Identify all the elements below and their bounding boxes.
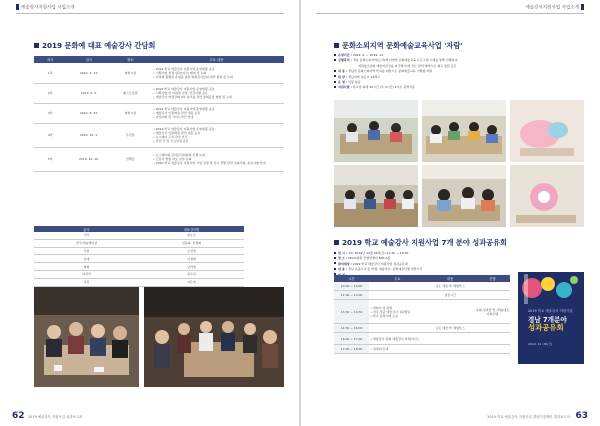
meeting-content-item: • 2019 학교 예술강사 지원사업 운영현황 공유	[153, 67, 283, 71]
square-bullet-icon	[334, 43, 339, 48]
meeting-row	[34, 103, 284, 123]
info-label: 내 용 :	[338, 267, 348, 272]
schedule-row	[334, 282, 510, 291]
schedule-row	[334, 291, 510, 300]
staff-row	[34, 247, 244, 255]
schedule-content	[426, 345, 475, 354]
staff-header-cell: 대표강사명	[139, 226, 244, 232]
schedule-main: • 개회사 및 환영 • 전국·경남 예술강사 성과발표 • 학교 운영사례 공유	[369, 300, 425, 324]
meeting-place: 회의시설	[112, 103, 150, 123]
class-photo-2	[422, 100, 506, 162]
meeting-content	[149, 63, 284, 83]
class-photo-6	[510, 165, 584, 227]
meeting-content	[149, 147, 284, 171]
info-label: 장 소 :	[338, 256, 348, 261]
info-value: 지원 없음	[348, 80, 361, 85]
right-section2-title	[334, 238, 507, 247]
meetings-header-cell: 차시	[34, 56, 67, 63]
left-section-title-text: 2019 문화예 대표 예술강사 간담회	[42, 41, 156, 50]
staff-field: 공예	[34, 255, 139, 263]
meeting-row	[34, 123, 284, 147]
meetings-table-header	[34, 56, 284, 63]
meeting-content-item: • 안전 건 및 주요일정 공유	[153, 139, 283, 143]
info-label: 진행목적 :	[338, 58, 352, 63]
square-bullet-icon	[334, 54, 336, 56]
schedule-row	[334, 333, 510, 345]
staff-name: 오선정	[139, 247, 244, 255]
right-running-head-text: 예술강사지원사업 사업소개	[525, 5, 579, 11]
schedule-content: 나도 예술가! 체험부스	[426, 324, 475, 333]
staff-field: 영화	[34, 263, 139, 271]
info-value: 2019. 5. ~ 2019. 12.	[352, 53, 384, 57]
schedule-content: 나도 예술가! 체험부스	[426, 282, 475, 291]
schedule-main: • 예술강사 특화 예술강사 자체(야간)	[369, 333, 425, 345]
schedule-main	[369, 282, 425, 291]
right-page	[300, 0, 600, 426]
square-bullet-icon	[34, 43, 39, 48]
meeting-session: 5차	[34, 147, 67, 171]
meeting-date: 2019. 6. 3.	[67, 83, 112, 103]
meetings-header-cell: 일시	[67, 56, 112, 63]
info-label: 일 시 :	[338, 251, 348, 255]
meeting-content-item: • 2019 학교 예술강사 지원사업 운영현황 공유	[153, 127, 283, 131]
meeting-content-list	[150, 153, 283, 165]
meeting-session: 4차	[34, 123, 67, 147]
staff-row	[34, 263, 244, 271]
left-footer-text: 2019 예술강사 지원사업 성과보고서	[28, 415, 83, 419]
meetings-header-cell: 주요 내용	[149, 56, 284, 63]
event-poster	[518, 272, 584, 364]
square-bullet-icon	[334, 59, 336, 61]
schedule-header-cell: 내용	[426, 275, 475, 282]
schedule-content: 점심시간	[426, 291, 475, 300]
meeting-place: 우전점	[112, 123, 150, 147]
staff-name: 이정혜	[139, 255, 244, 263]
running-head-marker	[16, 4, 19, 10]
schedule-main	[369, 291, 425, 300]
poster-title-line1: 경남 7개분야	[528, 316, 567, 324]
meeting-place: 회의시설	[112, 63, 150, 83]
info-label: 참석대상 :	[338, 261, 352, 266]
meeting-row	[34, 83, 284, 103]
poster-small-text: 2019 학교 예술강사 지원사업	[528, 309, 573, 313]
right-header-rule	[316, 13, 584, 14]
poster-date: 2019. 12. 26(금)	[528, 342, 553, 346]
meeting-date: 2019. 8. 22.	[67, 103, 112, 123]
info-label: 운영기간 :	[338, 53, 352, 57]
staff-name: 임수진	[139, 270, 244, 278]
info-label: 운 영 :	[338, 80, 348, 85]
left-header-rule	[16, 13, 284, 14]
class-photo-3	[510, 100, 584, 162]
staff-table	[34, 226, 244, 287]
schedule-header-cell: 주요	[369, 275, 425, 282]
left-section-title	[34, 41, 155, 50]
schedule-time: 12:00 ~ 13:00	[334, 291, 369, 300]
info-value: 2019 학교 예술강사 지원사업 성과공유회	[352, 261, 408, 266]
info-label: 대 상 :	[338, 74, 348, 79]
info-value: 경남 문화소외지역(도서)에 다양한 문화예술교육 프로그램 수혜를 통해 진행하여	[352, 58, 458, 63]
meeting-content-list	[150, 67, 283, 79]
schedule-time: 10:00 ~ 12:00	[334, 282, 369, 291]
meeting-content	[149, 103, 284, 123]
info-value: 지원청소년의 예술적감성을 자극해 미래 진로 탐색 영역으로 제고 정립 공간	[358, 63, 457, 68]
meeting-content-item: • 2019 학교 예술강사 지원사업 운영현황 공유	[153, 87, 283, 91]
schedule-main	[369, 324, 425, 333]
poster-title-line2: 성과공유회	[528, 323, 564, 332]
meeting-content	[149, 123, 284, 147]
staff-field: 무용	[34, 247, 139, 255]
staff-row	[34, 239, 244, 247]
info-label: 지원사항 :	[338, 85, 352, 90]
meetings-header-cell: 장소	[112, 56, 150, 63]
meeting-content-item: • 예술강사 인원배정 관련 내용 공유	[153, 111, 283, 115]
schedule-content	[426, 300, 475, 324]
staff-field: 사진	[34, 278, 139, 286]
meeting-content-list	[150, 127, 283, 143]
meeting-content	[149, 83, 284, 103]
right-page-number: 63	[575, 411, 588, 421]
info-value: 경남 초중고교 및 학생, 예술강사, 문화예술단체 일반시민	[348, 267, 423, 272]
right-running-head	[525, 4, 584, 12]
info-value: 경남지역 초등교 14개교	[348, 74, 380, 79]
square-bullet-icon	[334, 86, 336, 88]
staff-row	[34, 255, 244, 263]
schedule-content	[426, 333, 475, 345]
info-label: 내 용 :	[338, 69, 348, 74]
schedule-host	[475, 324, 510, 333]
square-bullet-icon	[334, 75, 336, 77]
left-page-number: 62	[12, 411, 25, 421]
info-item	[334, 85, 584, 90]
staff-field: 국악	[34, 232, 139, 239]
meeting-content-list	[150, 87, 283, 99]
meeting-content-item: • 근로자 현황 자료 사업 논의	[153, 157, 283, 161]
schedule-row	[334, 324, 510, 333]
schedule-header-cell: 진행	[475, 275, 510, 282]
square-bullet-icon	[334, 257, 336, 259]
staff-name: 한요국	[139, 232, 244, 239]
meeting-content-list	[150, 107, 283, 119]
meeting-content-item: • 예술강사 역량강화 2차 워크숍 관련 질의응답 협의 및 논의	[153, 95, 283, 99]
meeting-date: 2019. 10. 1.	[67, 123, 112, 147]
staff-row	[34, 270, 244, 278]
schedule-header-cell: 시간	[334, 275, 369, 282]
meeting-session: 3차	[34, 103, 67, 123]
info-value: 학교당 최대 30시간 (주 3시간) 2시수 운영기준	[352, 85, 415, 90]
meeting-content-item: • 기획사업 및 비대면 수업, 안전사항 공유	[153, 91, 283, 95]
schedule-time: 14:30 ~ 16:00	[334, 324, 369, 333]
meeting-content-item: • 안전사항 및 가이드라인 안내	[153, 115, 283, 119]
square-bullet-icon	[334, 70, 336, 72]
staff-name: 이은영	[139, 278, 244, 286]
class-photo-4	[334, 165, 418, 227]
meeting-content-item: • 기획사업 선정 결과(여건) 협의 및 논의	[153, 71, 283, 75]
meeting-content-item: • 뉴스레터 구성 관련 안건	[153, 135, 283, 139]
right-footer-text: 2019 학교 예술강사 지원사업 경남거점센터 결과보고서	[487, 415, 570, 419]
class-photo-5	[422, 165, 506, 227]
left-running-head	[16, 4, 75, 12]
square-bullet-icon	[334, 252, 336, 254]
meeting-content-item: • 2019 학교 예술강사 지원사업 운영현황 공유	[153, 107, 283, 111]
meeting-content-item: • 사업의 원활한 운영을 위한 의회강사들의 의견 청취 및 논의	[153, 75, 283, 79]
schedule-host	[475, 282, 510, 291]
meeting-row	[34, 147, 284, 171]
info-value: 경남권 문화소외지역 학교를 대상으로 문화예술교육 기획형 지원	[348, 69, 433, 74]
schedule-host	[475, 345, 510, 354]
staff-name: 김동희, 조경희	[139, 239, 244, 247]
meeting-date: 2019. 10. 10.	[67, 147, 112, 171]
schedule-table	[334, 275, 510, 354]
info-value: CECO창원 컨벤션센터 600 A홀	[348, 256, 391, 261]
schedule-time: 13:30 ~ 14:30	[334, 300, 369, 324]
meeting-photo-1	[34, 287, 139, 387]
square-bullet-icon	[334, 268, 336, 270]
meeting-date: 2019. 3. 14.	[67, 63, 112, 83]
class-photo-1	[334, 100, 418, 162]
staff-row	[34, 278, 244, 286]
meeting-photo-2	[144, 287, 284, 387]
schedule-host	[475, 333, 510, 345]
meeting-place: 선해들	[112, 147, 150, 171]
staff-field: 디자인	[34, 270, 139, 278]
staff-header-cell: 분야	[34, 226, 139, 232]
square-bullet-icon	[334, 81, 336, 83]
staff-name: 남석영	[139, 263, 244, 271]
meeting-row	[34, 63, 284, 83]
left-running-head-text: 예술강사지원사업 사업소개	[21, 5, 75, 11]
meeting-place: 웨스트호텔	[112, 83, 150, 103]
meeting-content-item: • 예술강사 인원배정 관련 내용 공유	[153, 131, 283, 135]
schedule-host	[475, 291, 510, 300]
meetings-table	[34, 56, 284, 172]
schedule-time: 17:00 ~ 18:00	[334, 345, 369, 354]
schedule-time: 16:00 ~ 17:00	[334, 333, 369, 345]
meeting-content-item: • 2020 학교 예술강사 지원사업 사업 일정 및 강사 선발 관련 주의사항, 분류사항 안내	[153, 161, 283, 165]
schedule-main: • 설명회 안내	[369, 345, 425, 354]
section1-info-list	[334, 53, 584, 91]
meeting-content-item: • 뉴스레터의 길라문사위원회 진행 논의	[153, 153, 283, 157]
right-section2-title-text: 2019 학교 예술강사 지원사업 7개 분야 성과공유회	[342, 238, 507, 247]
staff-field: 연극/애니메이션	[34, 239, 139, 247]
running-head-marker	[581, 4, 584, 10]
schedule-host: 사회(성과물 및 사업)대표 사회진행	[475, 300, 510, 324]
schedule-row	[334, 345, 510, 354]
schedule-row	[334, 300, 510, 324]
staff-row	[34, 232, 244, 239]
meeting-session: 1차	[34, 63, 67, 83]
square-bullet-icon	[334, 262, 336, 264]
info-value: '20. 2019년 12월 26일(금) 10:30 ~ 16:00	[348, 251, 409, 255]
square-bullet-icon	[334, 240, 339, 245]
meeting-session: 2차	[34, 83, 67, 103]
right-section1-title	[334, 41, 463, 50]
right-section1-title-text: 문화소외지역 문화예술교육사업 '자람'	[342, 41, 463, 50]
